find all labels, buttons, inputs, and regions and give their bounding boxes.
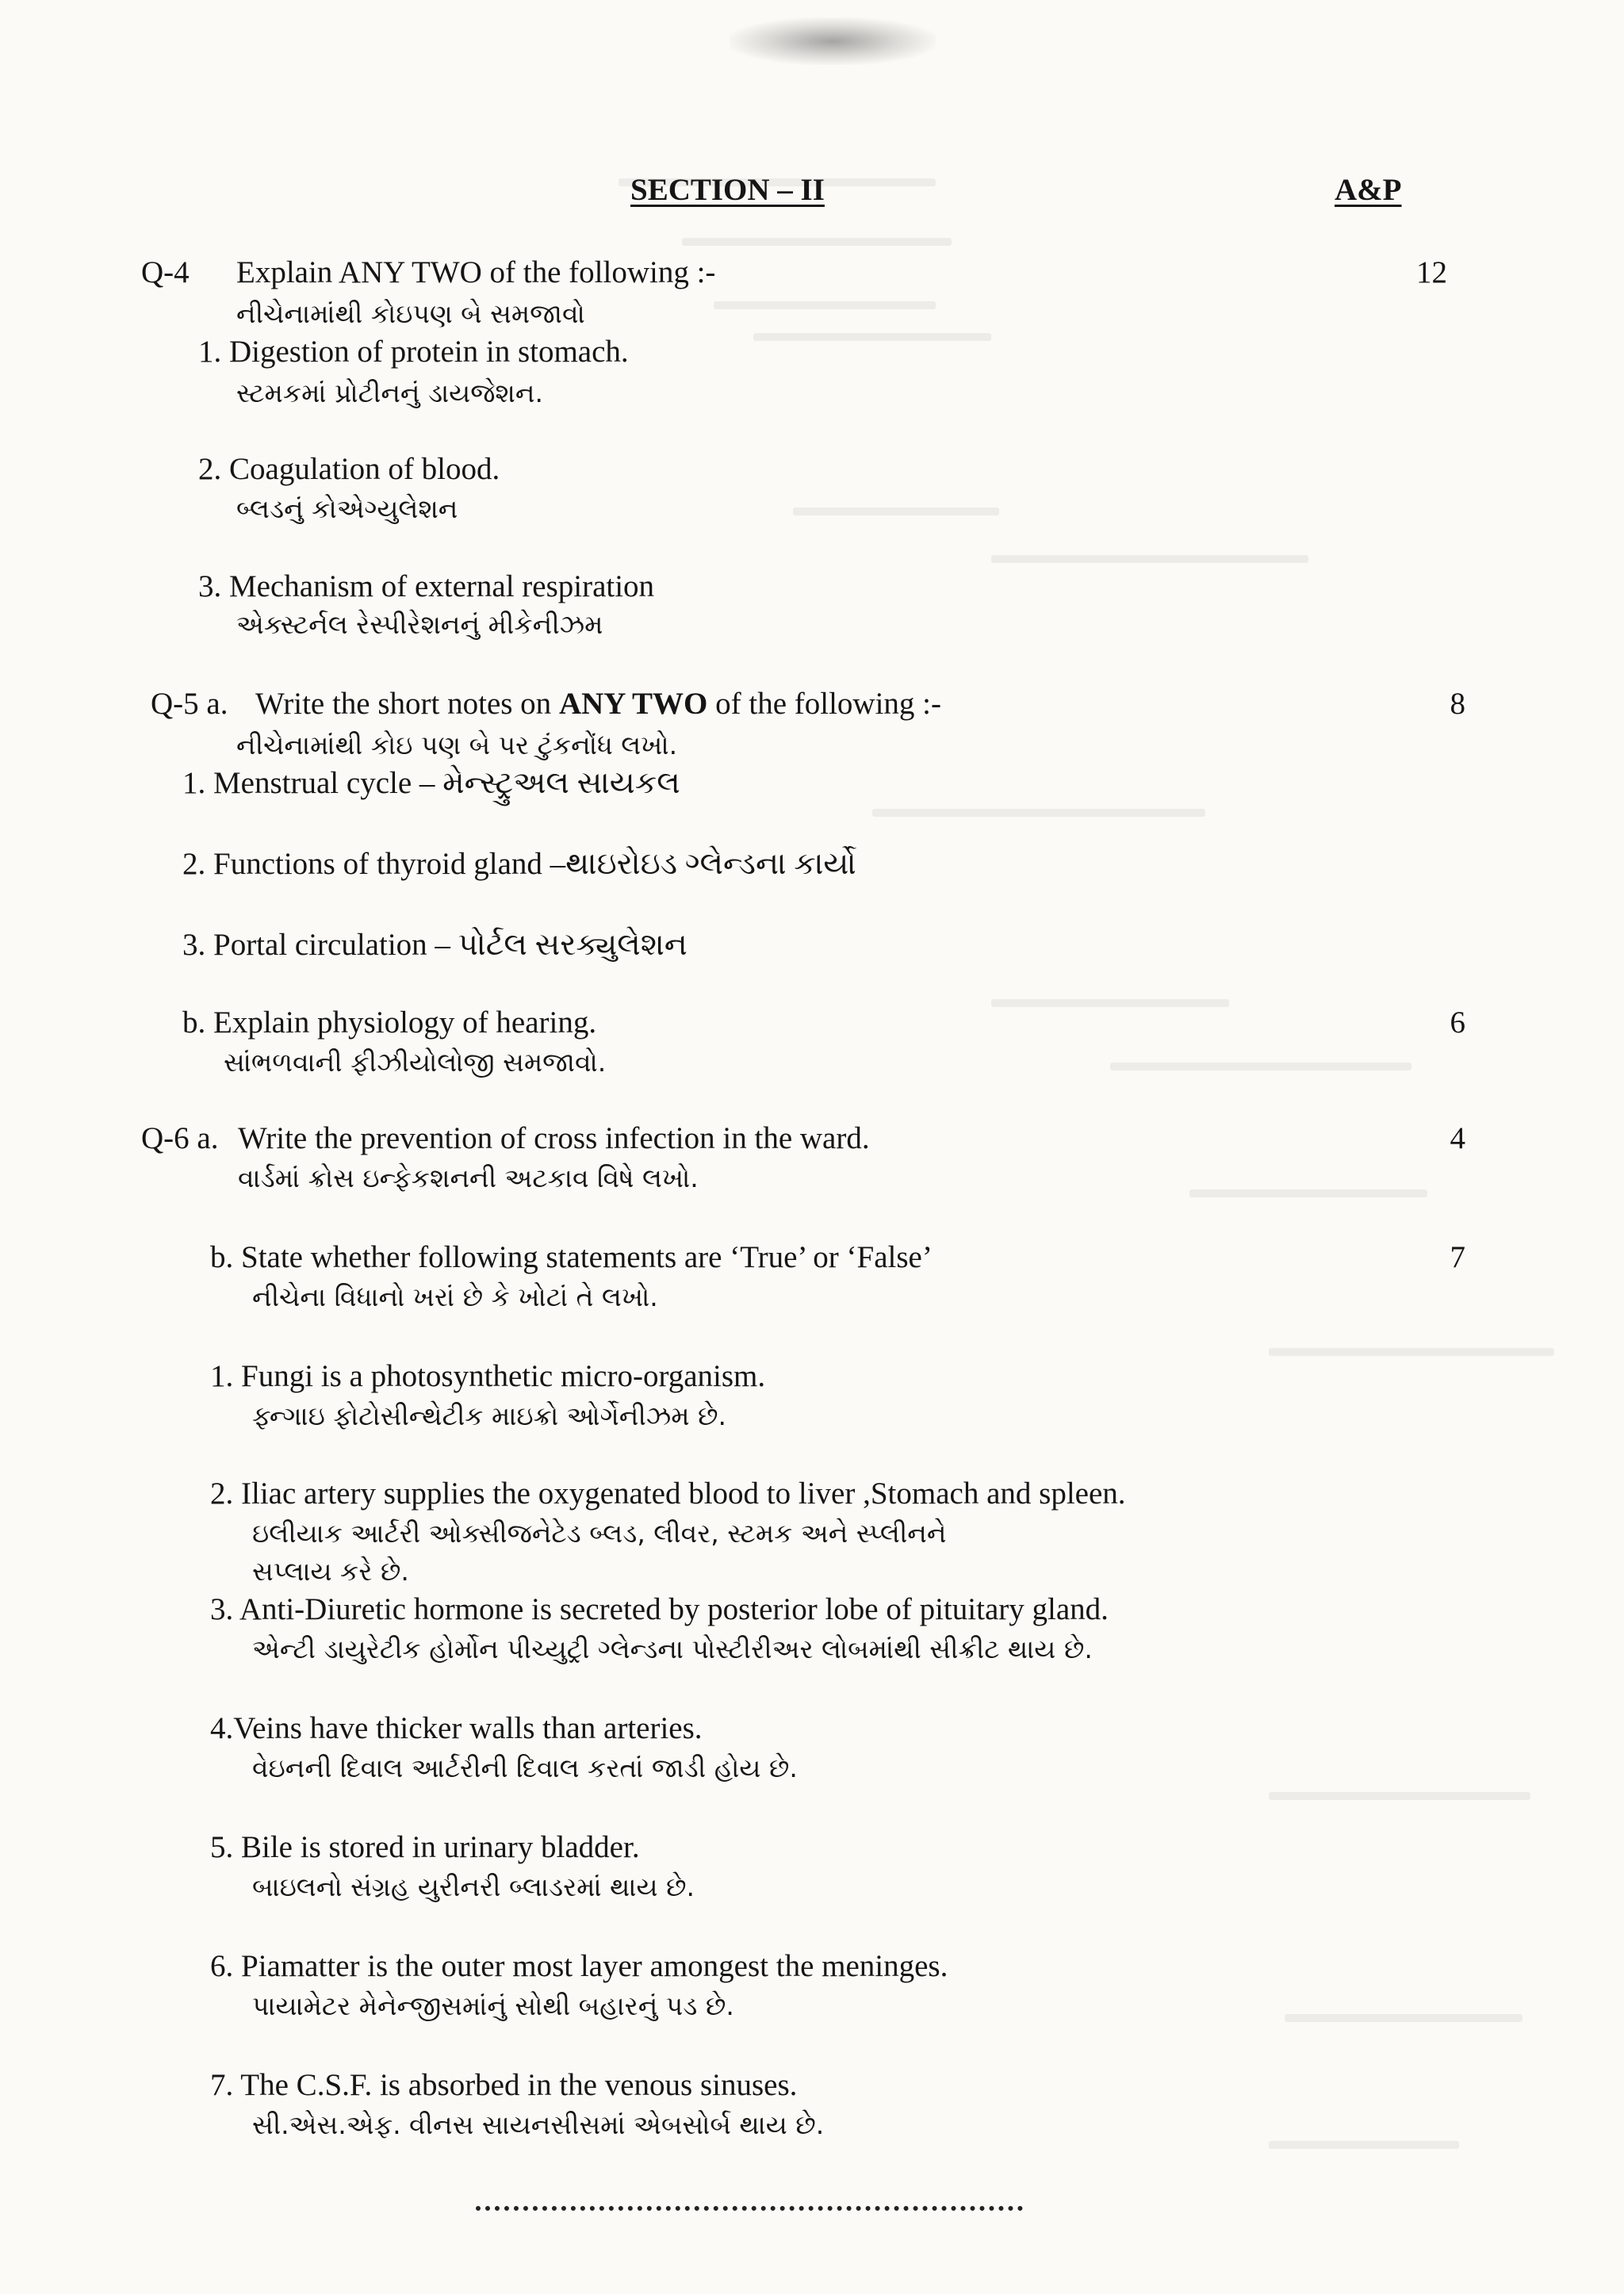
statement: 4.Veins have thicker walls than arteries. xyxy=(210,1711,703,1745)
question-marks: 7 xyxy=(1450,1240,1465,1274)
statement-gujarati: વેઇનની દિવાલ આર્ટરીની દિવાલ કરતાં જાડી હોય છે. xyxy=(252,1752,798,1783)
question-marks: 4 xyxy=(1450,1121,1465,1155)
question-prompt: Write the prevention of cross infection in the ward. xyxy=(238,1121,870,1155)
statement: 2. Iliac artery supplies the oxygenated blood to liver ,Stomach and spleen. xyxy=(210,1476,1126,1511)
list-item: 3. Mechanism of external respiration xyxy=(198,569,655,603)
question-marks: 6 xyxy=(1450,1005,1465,1040)
question-prompt-gujarati: નીચેનામાંથી કોઇપણ બે સમજાવો xyxy=(236,298,585,329)
statement-gujarati: ઇલીયાક આર્ટરી ઓક્સીજનેટેડ બ્લડ, લીવર, સ્ટમક અને સ્પ્લીનને xyxy=(252,1518,947,1549)
list-item: 2. Functions of thyroid gland –થાઇરોઇડ ગ્લેન્ડના કાર્યો xyxy=(182,847,856,881)
question-number: Q-4 xyxy=(141,255,190,289)
list-item: 3. Portal circulation – પોર્ટલ સરક્યુલેશન xyxy=(182,928,688,962)
list-item: 1. Menstrual cycle – મેન્સ્ટ્રુઅલ સાયકલ xyxy=(182,766,680,800)
statement-gujarati: સી.એસ.એફ. વીનસ સાયનસીસમાં એબસોર્બ થાય છે. xyxy=(252,2109,825,2140)
prompt-emphasis: ANY TWO xyxy=(558,687,708,721)
question-marks: 12 xyxy=(1416,255,1447,289)
subquestion-b-gujarati: નીચેના વિધાનો ખરાં છે કે ખોટાં તે લખો. xyxy=(252,1281,658,1312)
statement: 6. Piamatter is the outer most layer amongest the meninges. xyxy=(210,1949,948,1983)
question-prompt-gujarati: નીચેનામાંથી કોઇ પણ બે પર ટુંકનોંધ લખો. xyxy=(236,730,678,760)
statement: 7. The C.S.F. is absorbed in the venous sinuses. xyxy=(210,2068,798,2102)
question-prompt-gujarati: વાર્ડમાં ક્રોસ ઇન્ફેકશનની અટકાવ વિષે લખો. xyxy=(238,1162,699,1193)
subquestion-b: b. State whether following statements are ‘True’ or ‘False’ xyxy=(210,1240,933,1274)
statement: 1. Fungi is a photosynthetic micro-organism. xyxy=(210,1359,766,1393)
list-item: 1. Digestion of protein in stomach. xyxy=(198,335,629,369)
list-item-gujarati: સ્ટમકમાં પ્રોટીનનું ડાયજેશન. xyxy=(236,377,543,408)
statement: 5. Bile is stored in urinary bladder. xyxy=(210,1830,640,1864)
subquestion-b: b. Explain physiology of hearing. xyxy=(182,1005,597,1040)
list-item-gujarati: બ્લડનું કોએગ્યુલેશન xyxy=(236,493,458,524)
section-title: SECTION – II xyxy=(630,173,825,207)
statement-gujarati: ફ્ન્ગાઇ ફોટોસીન્થેટીક માઇક્રો ઓર્ગેનીઝમ છે. xyxy=(252,1400,727,1431)
prompt-text: of the following :- xyxy=(707,687,942,721)
end-of-paper-dotted-line xyxy=(476,2206,1023,2211)
question-prompt: Explain ANY TWO of the following :- xyxy=(236,255,716,289)
prompt-text: Write the short notes on xyxy=(255,687,559,721)
statement-gujarati: પાયામેટર મેનેન્જીસમાંનું સોથી બહારનું પડ છે. xyxy=(252,1990,734,2021)
list-item: 2. Coagulation of blood. xyxy=(198,452,500,486)
statement-gujarati: એન્ટી ડાયુરેટીક હોર્મોન પીચ્યુટ્રી ગ્લેન્ડના પોસ્ટીરીઅર લોબમાંથી સીક્રીટ થાય છે. xyxy=(252,1633,1093,1664)
subject-code: A&P xyxy=(1335,173,1402,207)
statement: 3. Anti-Diuretic hormone is secreted by posterior lobe of pituitary gland. xyxy=(210,1592,1109,1626)
statement-gujarati: સપ્લાય કરે છે. xyxy=(252,1556,409,1587)
question-number: Q-6 a. xyxy=(141,1121,219,1155)
list-item-gujarati: એક્સ્ટર્નલ રેસ્પીરેશનનું મીકેનીઝમ xyxy=(236,609,603,640)
question-number: Q-5 a. xyxy=(151,687,228,721)
question-prompt xyxy=(255,687,941,722)
question-marks: 8 xyxy=(1450,687,1465,721)
statement-gujarati: બાઇલનો સંગ્રહ યુરીનરી બ્લાડરમાં થાય છે. xyxy=(252,1871,695,1902)
subquestion-b-gujarati: સાંભળવાની ફીઝીયોલોજી સમજાવો. xyxy=(224,1047,607,1078)
scan-smudge xyxy=(730,17,936,65)
